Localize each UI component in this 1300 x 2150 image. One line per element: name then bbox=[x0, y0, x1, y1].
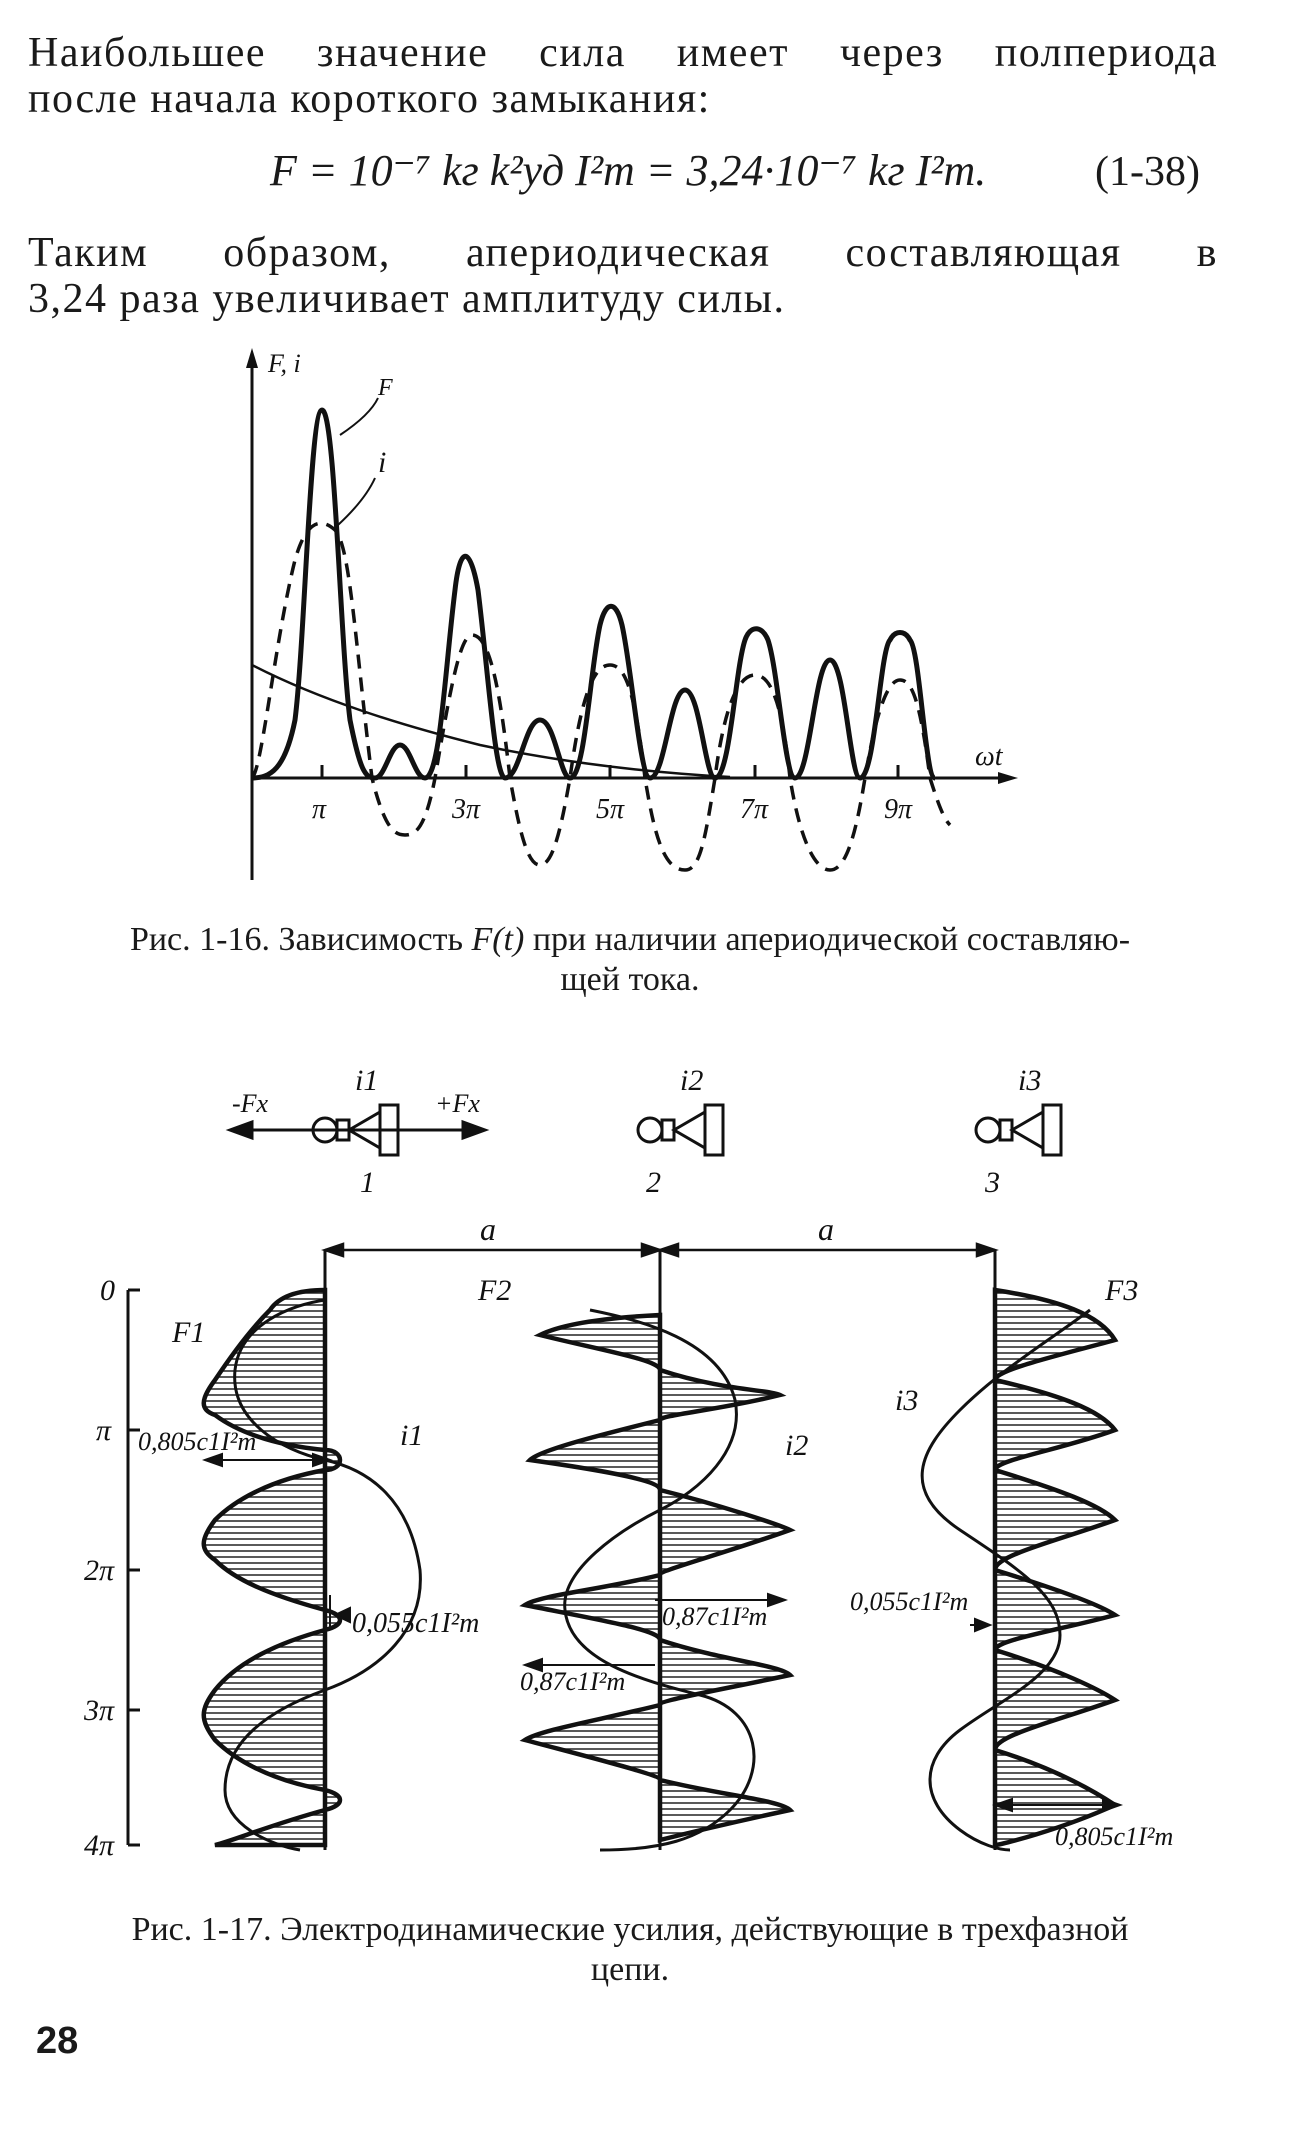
caption1-function: F(t) bbox=[471, 921, 525, 958]
conductor-3-symbol bbox=[976, 1105, 1061, 1155]
amp-label-5: 0,055c1I²m bbox=[850, 1587, 969, 1616]
phase-3-plot bbox=[922, 1250, 1120, 1850]
force-left-label: -Fx bbox=[232, 1089, 269, 1118]
figure-1-16 bbox=[0, 340, 1300, 900]
conductor-number-1: 1 bbox=[360, 1166, 375, 1199]
conductor-2-symbol bbox=[638, 1105, 723, 1155]
fig16-tick-7pi: 7π bbox=[740, 794, 769, 825]
force-right-label: +Fx bbox=[435, 1089, 480, 1118]
amp-label-6: 0,805c1I²m bbox=[1055, 1822, 1174, 1851]
phase-1-current-label: i1 bbox=[400, 1419, 424, 1452]
amp-label-3: 0,87c1I²m bbox=[662, 1602, 768, 1631]
phase-3-current-label: i3 bbox=[895, 1384, 919, 1417]
paragraph-conclusion bbox=[28, 230, 1218, 322]
caption-figure-1-16 bbox=[40, 920, 1220, 1000]
paragraph-intro bbox=[28, 30, 1218, 122]
fig16-tick-3pi: 3π bbox=[452, 794, 481, 825]
fig16-label-i: i bbox=[378, 446, 387, 479]
fig16-tick-5pi: 5π bbox=[596, 794, 625, 825]
figure-1-17 bbox=[0, 1050, 1300, 1890]
phase-1-plot bbox=[204, 1250, 424, 1850]
caption2-line-1: Рис. 1-17. Электродинамические усилия, действующие в трехфазной bbox=[131, 1911, 1129, 1948]
phase-2-current-label: i2 bbox=[785, 1429, 809, 1462]
phase-2-plot bbox=[525, 1250, 790, 1850]
caption1-prefix: Рис. 1-16. Зависимость bbox=[129, 921, 472, 958]
equation-number: (1-38) bbox=[1095, 149, 1200, 195]
amp-label-4: 0,87c1I²m bbox=[520, 1667, 626, 1696]
phase-2-force-label: F2 bbox=[478, 1274, 512, 1307]
caption1-suffix: при наличии апериодической составляю- bbox=[524, 921, 1131, 958]
fig16-tick-9pi: 9π bbox=[884, 794, 913, 825]
phase-1-force bbox=[204, 1290, 340, 1845]
caption-figure-1-17 bbox=[40, 1910, 1220, 1990]
paragraph-intro-line-1: Наибольшее значение сила имеет через полпериода bbox=[28, 30, 1218, 76]
fig16-label-f: F bbox=[378, 375, 393, 401]
amp-label-2: 0,055c1I²m bbox=[352, 1608, 480, 1639]
spacing-label-a2: a bbox=[818, 1211, 834, 1247]
phase-2-force bbox=[525, 1315, 790, 1840]
paragraph-conclusion-line-1: Таким образом, апериодическая составляющая в bbox=[28, 230, 1218, 276]
fig17-tick-3pi: 3π bbox=[84, 1694, 115, 1727]
current-label-3: i3 bbox=[1018, 1064, 1042, 1097]
phase-3-force-label: F3 bbox=[1105, 1274, 1139, 1307]
caption1-line-2: щей тока. bbox=[560, 961, 700, 998]
amp-label-1: 0,805c1I²m bbox=[138, 1427, 257, 1456]
paragraph-conclusion-line-2: 3,24 раза увеличивает амплитуду силы. bbox=[28, 276, 786, 322]
conductor-number-2: 2 bbox=[646, 1166, 661, 1199]
page-number: 28 bbox=[36, 2020, 79, 2062]
formula-text: F = 10⁻⁷ kг k²уд I²m = 3,24·10⁻⁷ kг I²m. bbox=[270, 146, 987, 195]
current-label-1: i1 bbox=[355, 1064, 379, 1097]
fig16-tick-pi: π bbox=[312, 794, 327, 825]
caption2-line-2: цепи. bbox=[590, 1951, 670, 1988]
fig17-tick-0: 0 bbox=[100, 1274, 115, 1307]
conductor-number-3: 3 bbox=[985, 1166, 1000, 1199]
current-label-2: i2 bbox=[680, 1064, 704, 1097]
formula-1-38 bbox=[270, 145, 1220, 196]
phase-1-force-label: F1 bbox=[172, 1316, 206, 1349]
fig17-tick-pi: π bbox=[96, 1414, 112, 1447]
fig16-x-axis-label: ωt bbox=[975, 741, 1003, 772]
paragraph-intro-line-2: после начала короткого замыкания: bbox=[28, 76, 711, 122]
fig16-y-arrow bbox=[246, 348, 258, 368]
fig16-force-curve bbox=[252, 410, 935, 778]
fig17-tick-4pi: 4π bbox=[84, 1829, 115, 1862]
spacing-label-a1: a bbox=[480, 1211, 496, 1247]
fig16-x-arrow bbox=[998, 772, 1018, 784]
fig17-tick-2pi: 2π bbox=[84, 1554, 115, 1587]
fig16-y-axis-label: F, i bbox=[268, 349, 301, 378]
